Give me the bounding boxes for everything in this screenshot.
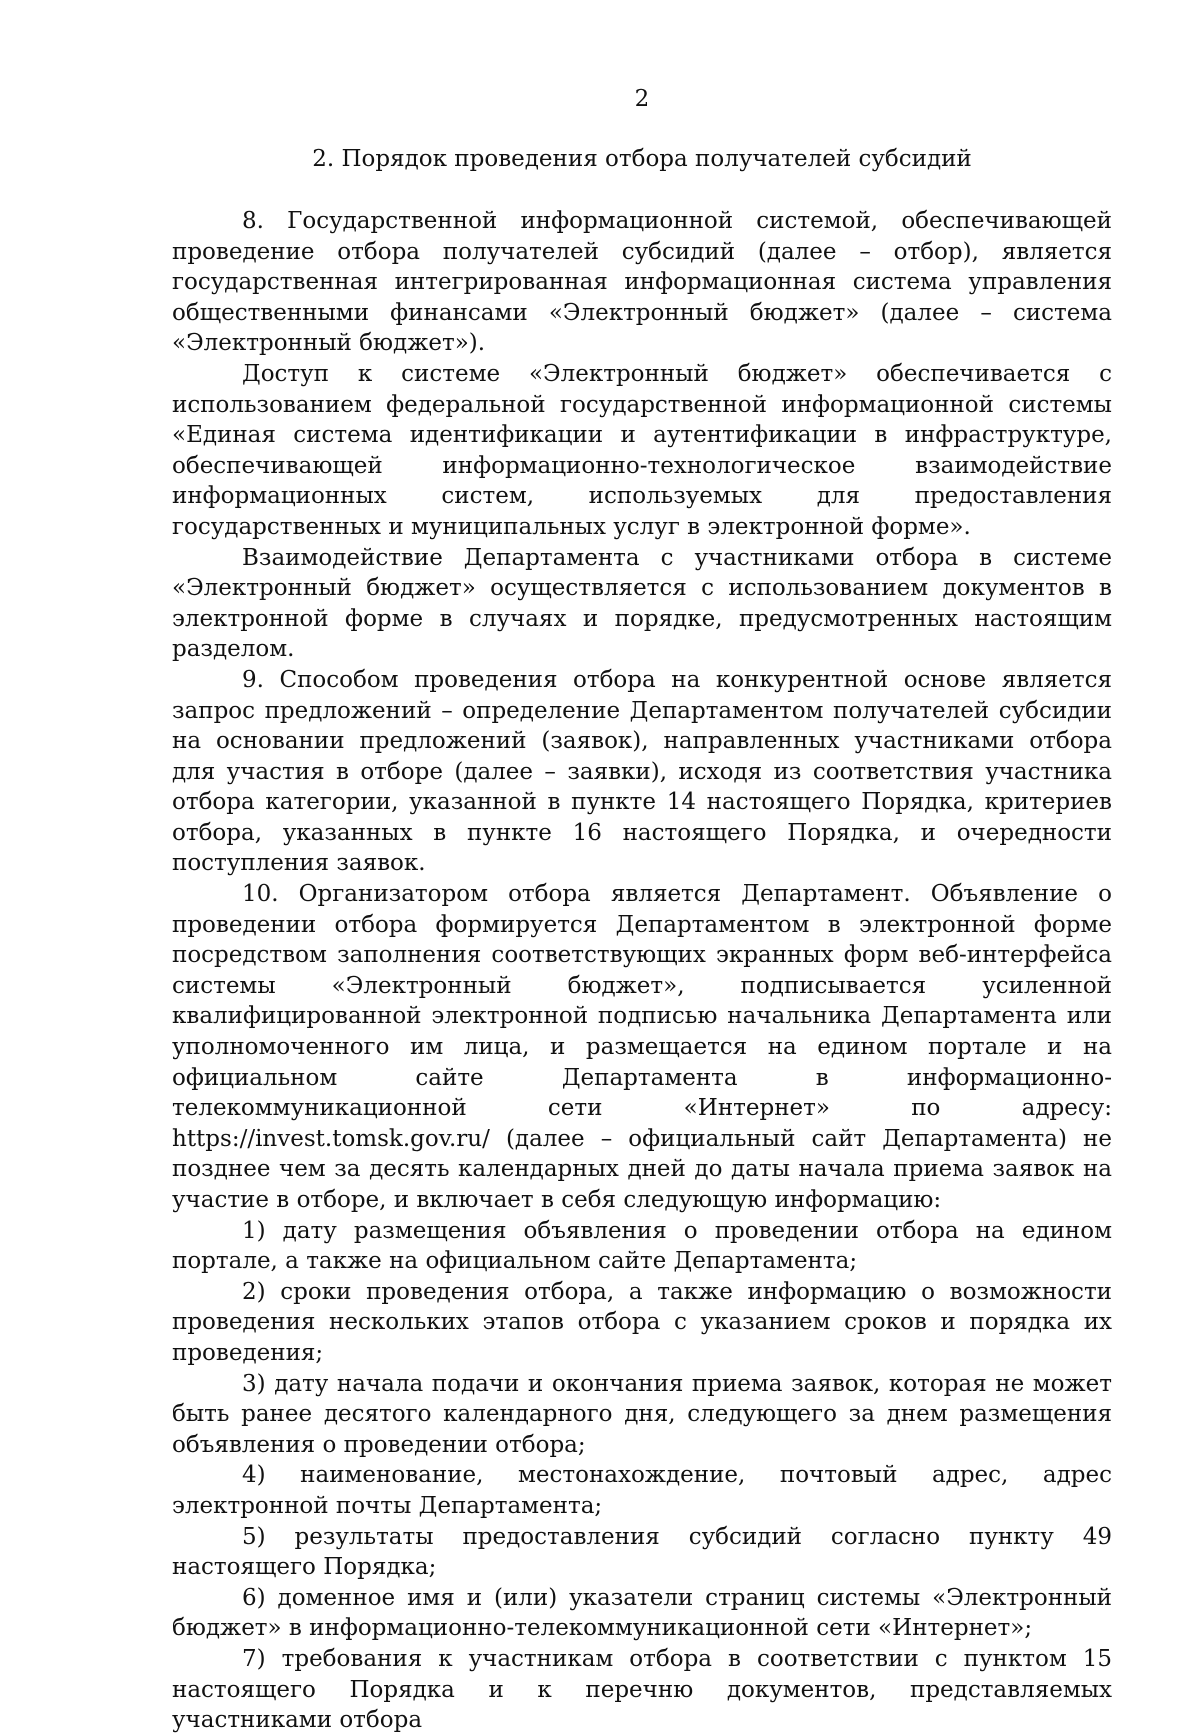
list-item-1: 1) дату размещения объявления о проведении отбора на едином портале, а также на официальном сайте Департамента; [172, 1217, 1112, 1275]
document-page [172, 0, 1112, 1734]
list-item-4: 4) наименование, местонахождение, почтовый адрес, адрес электронной почты Департамента; [172, 1462, 1112, 1519]
paragraph-interaction: Взаимодействие Департамента с участниками отбора в системе «Электронный бюджет» осуществляется с использованием документов в электронной форме в случаях и порядке, предусмотренных настоящим разделом. [172, 544, 1112, 663]
list-item-7: 7) требования к участникам отбора в соответствии с пунктом 15 настоящего Порядка и к перечню документов, представляемых участниками отбора [172, 1645, 1112, 1734]
list-item-2: 2) сроки проведения отбора, а также информацию о возможности проведения нескольких этапов отбора с указанием сроков и порядка их проведения; [172, 1278, 1112, 1366]
section-title: 2. Порядок проведения отбора получателей субсидий [312, 146, 972, 172]
list-item-5: 5) результаты предоставления субсидий согласно пункту 49 настоящего Порядка; [172, 1523, 1112, 1581]
list-item-6: 6) доменное имя и (или) указатели страниц системы «Электронный бюджет» в информационно-телекоммуникационной сети «Интернет»; [172, 1584, 1112, 1642]
paragraph-10: 10. Организатором отбора является Департамент. Объявление о проведении отбора формируется Департаментом в электронной форме посредством заполнения соответствующих экранных форм веб-интерфейса системы «Электронный бюджет», подписывается усиленной квалифицированной электронной подписью начальника Департамента или уполномоченного им лица, и размещается на едином портале и на официальном сайте Департамента в информационно-телекоммуникационной сети «Интернет» по адресу: https://invest.tomsk.gov.ru/ (далее – официальный сайт Департамента) не позднее чем за десять календарных дней до даты начала приема заявок на участие в отборе, и включает в себя следующую информацию: [172, 881, 1112, 1213]
paragraph-8: 8. Государственной информационной системой, обеспечивающей проведение отбора получателей субсидий (далее – отбор), является государственная интегрированная информационная система управления общественными финансами «Электронный бюджет» (далее – система «Электронный бюджет»). [172, 208, 1112, 357]
page-number: 2 [634, 86, 650, 112]
paragraph-access: Доступ к системе «Электронный бюджет» обеспечивается с использованием федеральной государственной информационной системы «Единая система идентификации и аутентификации в инфраструктуре, обеспечивающей информационно-технологическое взаимодействие информационных систем, используемых для предоставления государственных и муниципальных услуг в электронной форме». [172, 360, 1112, 540]
paragraph-9: 9. Способом проведения отбора на конкурентной основе является запрос предложений – определение Департаментом получателей субсидии на основании предложений (заявок), направленных участниками отбора для участия в отборе (далее – заявки), исходя из соответствия участника отбора категории, указанной в пункте 14 настоящего Порядка, критериев отбора, указанных в пункте 16 настоящего Порядка, и очередности поступления заявок. [172, 666, 1112, 877]
document-body [172, 206, 1112, 1736]
list-item-3: 3) дату начала подачи и окончания приема заявок, которая не может быть ранее десятого календарного дня, следующего за днем размещения объявления о проведении отбора; [172, 1370, 1112, 1458]
